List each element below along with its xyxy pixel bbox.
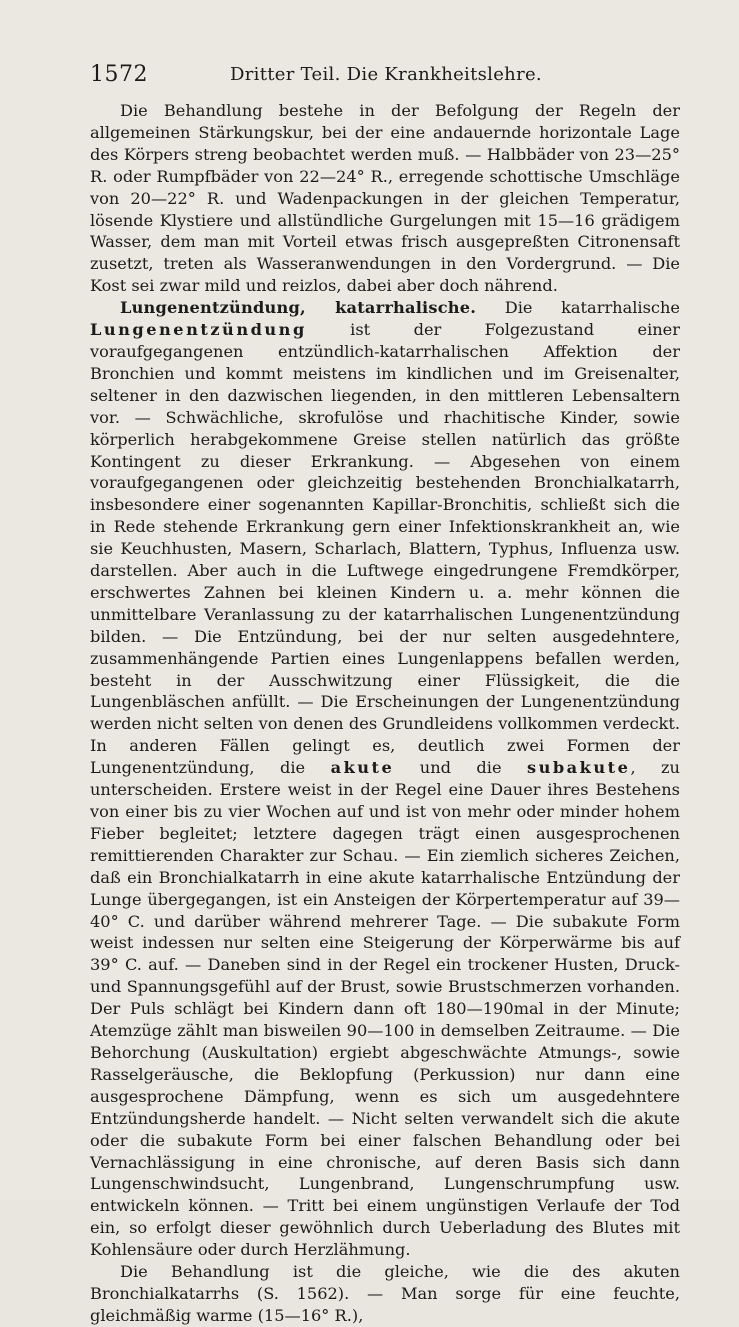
body-text: [90, 100, 680, 1327]
paragraph-text: , zu unterscheiden. Erstere weist in der Regel eine Dauer ihres Bestehens von einer bis zu vier Wochen auf und ist von mehr oder minder hohem Fieber begleitet; letztere dagegen trägt einen ausgesprochenen remittierenden Charakter zur Schau. — Ein ziemlich sicheres Zeichen, daß ein Bronchialkatarrh in eine akute katarrhalische Entzündung der Lunge übergegangen, ist ein Ansteigen der Körpertemperatur auf 39—40° C. und darüber während mehrerer Tage. — Die subakute Form weist indessen nur selten eine Steigerung der Körperwärme bis auf 39° C. auf. — Daneben sind in der Regel ein trockener Husten, Druck- und Spannungsgefühl auf der Brust, sowie Brustschmerzen vorhanden. Der Puls schlägt bei Kindern dann oft 180—190mal in der Minute; Atemzüge zählt man bisweilen 90—100 in demselben Zeitraume. — Die Behorchung (Auskultation) ergiebt abgeschwächte Atmungs-, sowie Rasselgeräusche, die Beklopfung (Perkussion) nur dann eine ausgesprochene Dämpfung, wenn es sich um ausgedehntere Entzündungsherde handelt. — Nicht selten verwandelt sich die akute oder die subakute Form bei einer falschen Behandlung oder bei Vernachlässigung in eine chronische, auf deren Basis sich dann Lungenschwindsucht, Lungenbrand, Lungenschrumpfung usw. entwickeln können. — Tritt bei einem ungünstigen Verlaufe der Tod ein, so erfolgt dieser gewöhnlich durch Ueberladung des Blutes mit Kohlensäure oder durch Herzlähmung.: [90, 758, 680, 1260]
paragraph-treatment-2: Die Behandlung ist die gleiche, wie die des akuten Bronchialkatarrhs (S. 1562). — Man sorge für eine feuchte, gleichmäßig warme (15—16° R.),: [90, 1262, 680, 1325]
emphasized-term: subakute: [526, 758, 631, 778]
paragraph-text: und die: [394, 758, 527, 778]
paragraph-pneumonia: [90, 297, 680, 1261]
section-title: Lungenentzündung, katarrhalische.: [120, 298, 477, 318]
paragraph-text: ist der Folgezustand einer voraufgegangenen entzündlich-katarrhalischen Affektion der Bronchien und kommt meistens im kindlichen und im Greisenalter, seltener in den dazwischen liegenden, in den mittleren Lebensaltern vor. — Schwächliche, skrofulöse und rhachitische Kinder, sowie körperlich herabgekommene Greise stellen natürlich das größte Kontingent zu dieser Erkrankung. — Abgesehen von einem voraufgegangenen oder gleichzeitig bestehenden Bronchialkatarrh, insbesondere einer sogenannten Kapillar-Bronchitis, schließt sich die in Rede stehende Erkrankung gern einer Infektionskrankheit an, wie sie Keuchhusten, Masern, Scharlach, Blattern, Typhus, Influenza usw. darstellen. Aber auch in die Luftwege eingedrungene Fremdkörper, erschwertes Zahnen bei kleinen Kindern u. a. mehr können die unmittelbare Veranlassung zu der katarrhalischen Lungenentzündung bilden. — Die Entzündung, bei der nur selten ausgedehntere, zusammenhängende Partien eines Lungenlappens befallen werden, besteht in der Ausschwitzung einer Flüssigkeit, die die Lungenbläschen anfüllt. — Die Erscheinungen der Lungenentzündung werden nicht selten von denen des Grundleidens vollkommen verdeckt. In anderen Fällen gelingt es, deutlich zwei Formen der Lungenentzündung, die: [90, 320, 680, 778]
paragraph-treatment: Die Behandlung bestehe in der Befolgung der Regeln der allgemeinen Stärkungskur, bei der eine andauernde horizontale Lage des Körpers streng beobachtet werden muß. — Halbbäder von 23—25° R. oder Rumpfbäder von 22—24° R., erregende schottische Umschläge von 20—22° R. und Wadenpackungen in der gleichen Temperatur, lösende Klystiere und allstündliche Gurgelungen mit 15—16 grädigem Wasser, dem man mit Vorteil etwas frisch ausgepreßten Citronensaft zusetzt, treten als Wasseranwendungen in den Vordergrund. — Die Kost sei zwar mild und reizlos, dabei aber doch nährend.: [90, 101, 680, 296]
emphasized-term: akute: [330, 758, 395, 778]
paragraph-text: Die katarrhalische: [504, 298, 680, 318]
emphasized-term: Lungenentzündung: [90, 320, 307, 340]
running-head: Dritter Teil. Die Krankheitslehre.: [230, 64, 542, 85]
page-number: 1572: [90, 62, 148, 87]
page-header: [90, 62, 680, 92]
